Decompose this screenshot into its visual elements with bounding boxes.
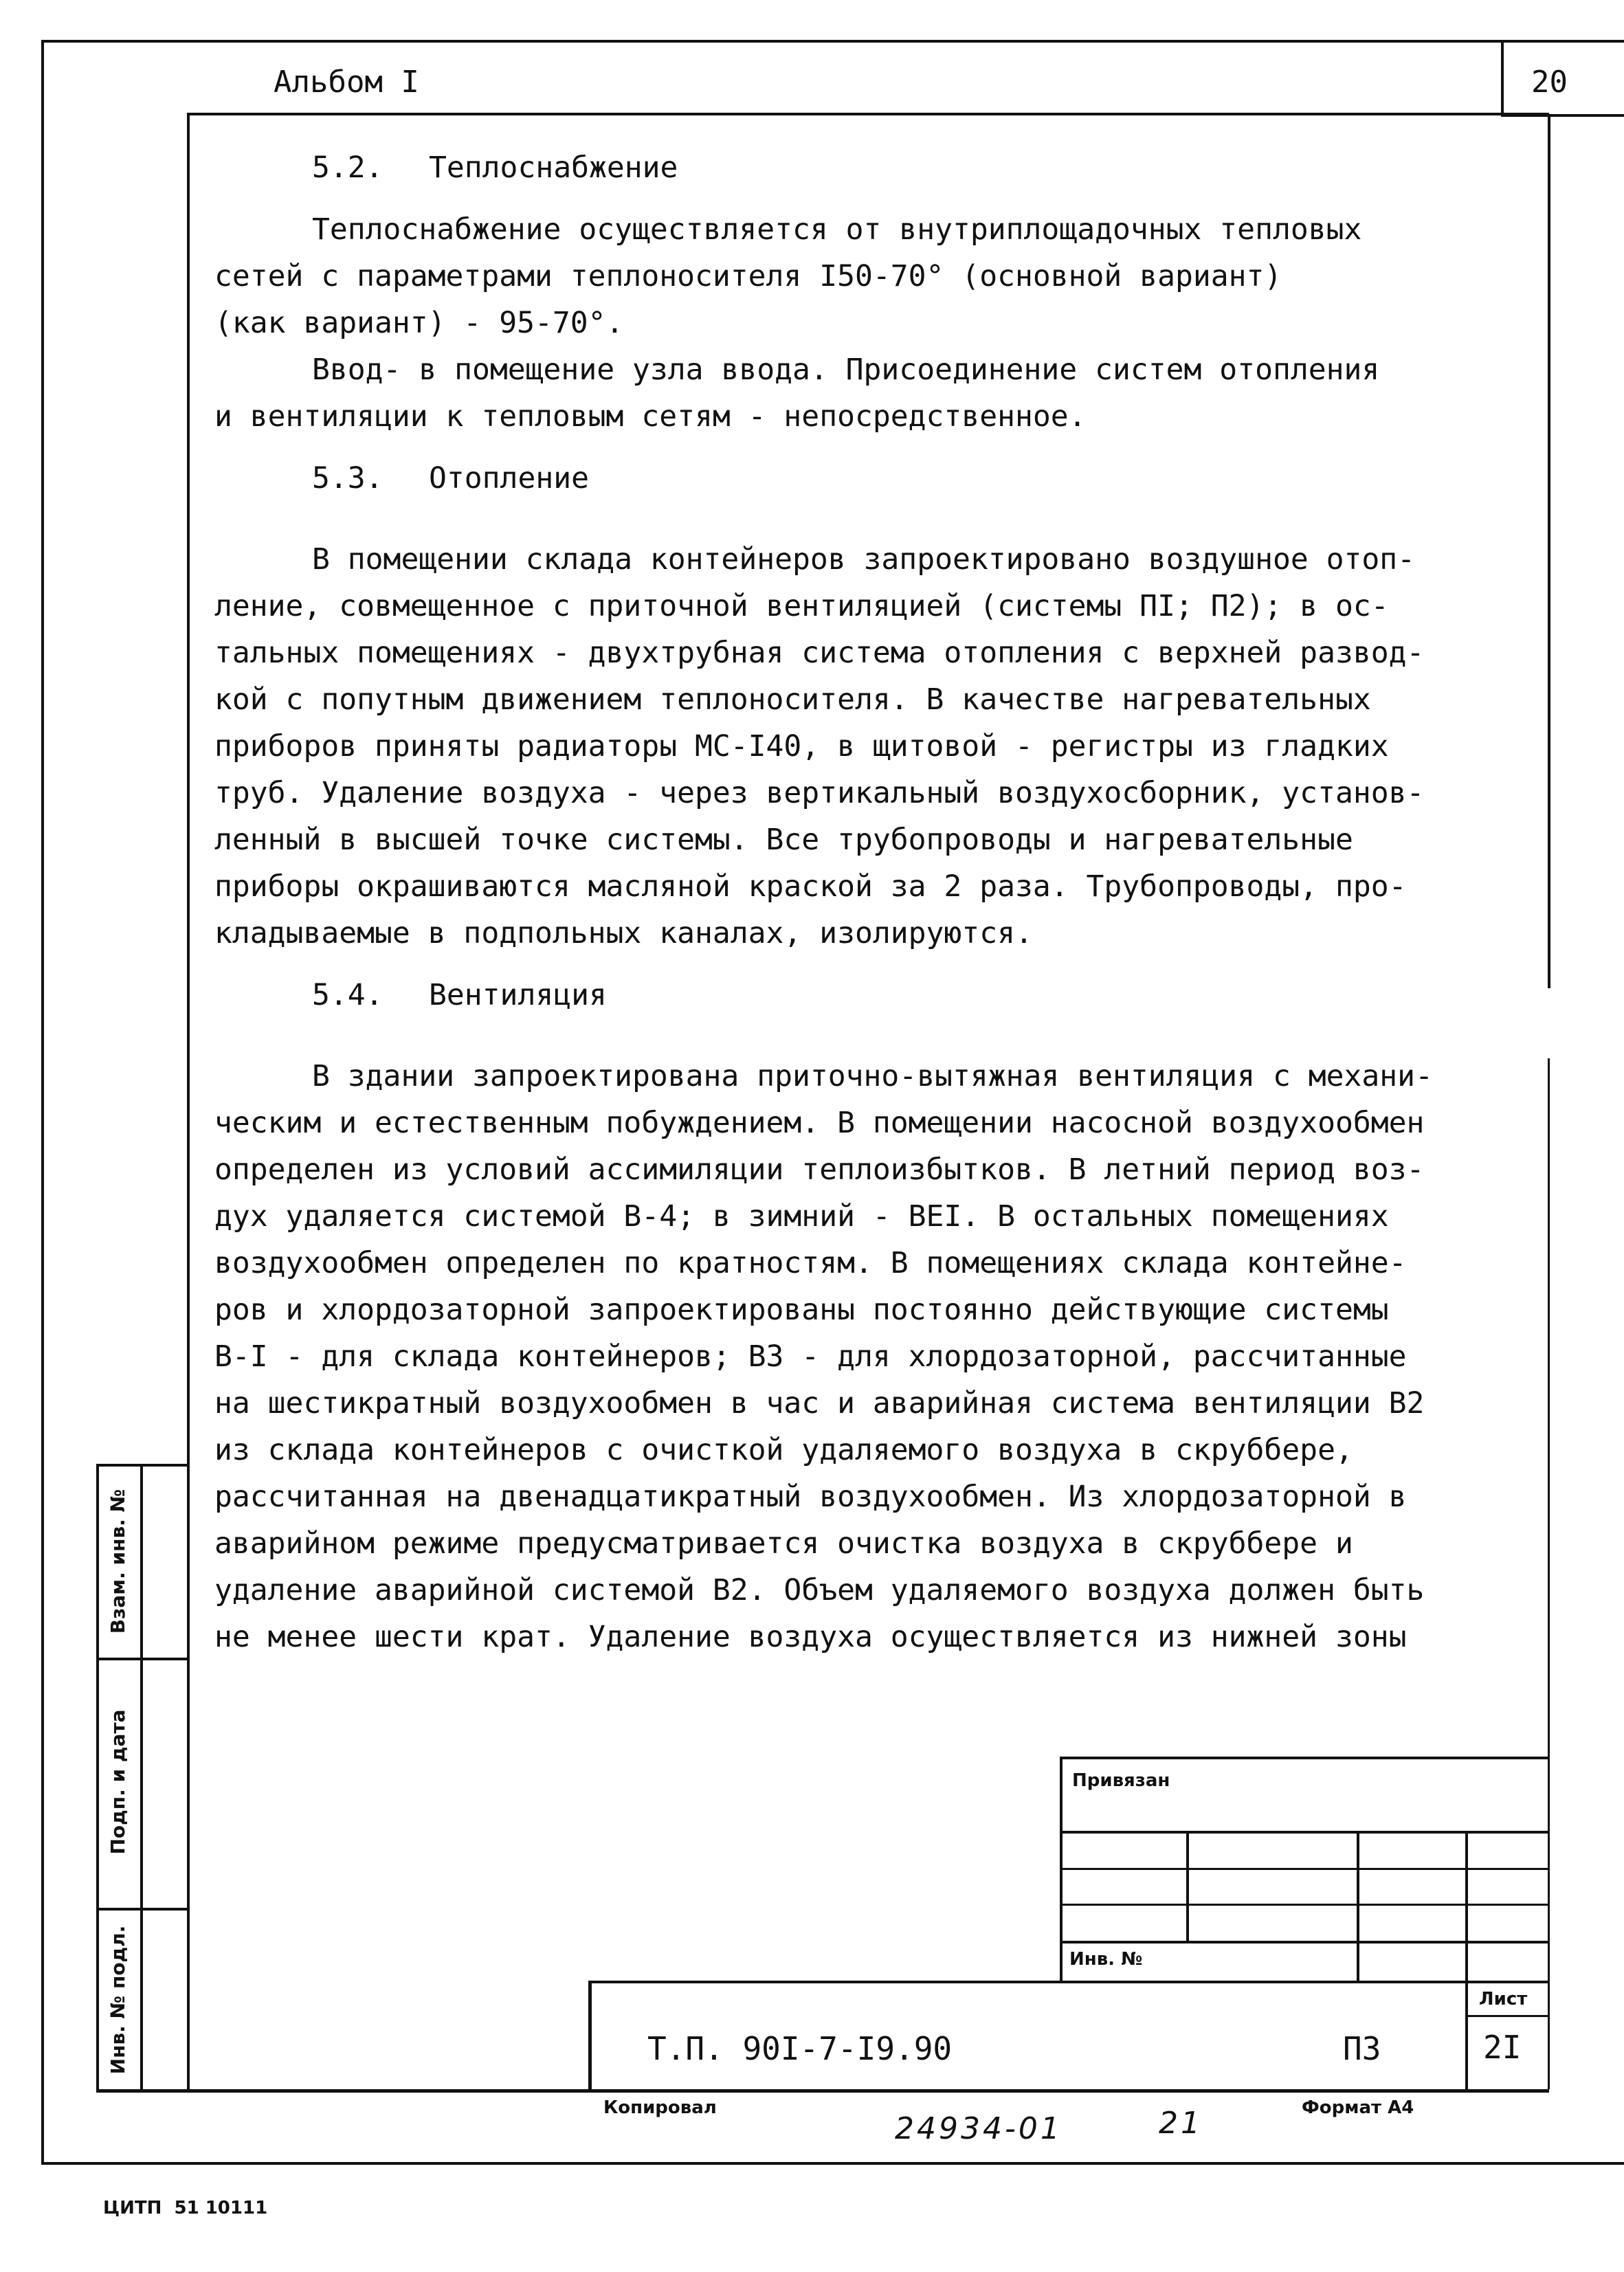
paragraph-line: В-I - для склада контейнеров; В3 - для хлордозаторной, рассчитанные bbox=[214, 1339, 1407, 1374]
tb-sheet-divider bbox=[1465, 1981, 1468, 2092]
album-label: Альбом I bbox=[274, 65, 419, 100]
tb-col-line bbox=[1186, 1831, 1189, 1941]
document-designation: Т.П. 90I-7-I9.90 bbox=[647, 2030, 953, 2067]
paragraph-line: (как вариант) - 95-70°. bbox=[214, 306, 624, 340]
paragraph-line: кой с попутным движением теплоносителя. В качестве нагревательных bbox=[214, 682, 1371, 717]
section-heading: 5.3. Отопление bbox=[312, 461, 589, 495]
paragraph-line: приборы окрашиваются масляной краской за 2 раза. Трубопроводы, про- bbox=[214, 869, 1407, 904]
tb-upper-left bbox=[1060, 1757, 1063, 1983]
paragraph-line: труб. Удаление воздуха - через вертикальный воздухосборник, установ- bbox=[214, 776, 1425, 810]
paragraph-line: ленный в высшей точке системы. Все трубопроводы и нагревательные bbox=[214, 823, 1353, 857]
paragraph-line: из склада контейнеров с очисткой удаляемого воздуха в скруббере, bbox=[214, 1433, 1353, 1467]
inner-frame-right-lower bbox=[1548, 1058, 1550, 2089]
tb-row-line bbox=[1060, 1868, 1549, 1870]
paragraph-line: В здании запроектирована приточно-вытяжная вентиляция с механи- bbox=[312, 1059, 1433, 1093]
paragraph-line: дух удаляется системой В-4; в зимний - ВЕI. В остальных помещениях bbox=[214, 1199, 1389, 1234]
outer-frame-left bbox=[41, 40, 44, 2163]
paragraph-line: Ввод- в помещение узла ввода. Присоединение систем отопления bbox=[312, 353, 1380, 387]
outer-frame-top bbox=[41, 40, 1624, 43]
paragraph-line: удаление аварийной системой В2. Объем удаляемого воздуха должен быть bbox=[214, 1573, 1425, 1607]
tb-upper-top bbox=[1060, 1757, 1549, 1759]
sheet-label: Лист bbox=[1479, 1989, 1528, 2009]
paragraph-line: тальных помещениях - двухтрубная система отопления с верхней развод- bbox=[214, 636, 1425, 670]
paragraph-line: аварийном режиме предусматривается очистка воздуха в скруббере и bbox=[214, 1526, 1353, 1561]
tb-row-line bbox=[1060, 1941, 1549, 1944]
stamp-top bbox=[96, 1464, 190, 1467]
paragraph-line: определен из условий ассимиляции теплоизбытков. В летний период воз- bbox=[214, 1152, 1425, 1187]
paragraph-line: не менее шести крат. Удаление воздуха осуществляется из нижней зоны bbox=[214, 1620, 1407, 1654]
tb-main-left bbox=[588, 1981, 592, 2092]
paragraph-line: кладываемые в подпольных каналах, изолируются. bbox=[214, 916, 1033, 950]
replaced-inv-label: Взам. инв. № bbox=[107, 1489, 129, 1634]
section-heading: 5.2. Теплоснабжение bbox=[312, 151, 678, 185]
stamp-row-line bbox=[96, 1658, 190, 1660]
inner-frame-right bbox=[1548, 115, 1550, 988]
paragraph-line: воздухообмен определен по кратностям. В помещениях склада контейне- bbox=[214, 1246, 1407, 1280]
header-divider bbox=[1501, 40, 1504, 115]
paragraph-line: ческим и естественным побуждением. В помещении насосной воздухообмен bbox=[214, 1106, 1425, 1140]
tb-sheet-label-line bbox=[1465, 2015, 1549, 2017]
tb-row-line bbox=[1060, 1904, 1549, 1906]
inv-label: Инв. № bbox=[1069, 1949, 1143, 1970]
inner-frame-left bbox=[187, 113, 190, 2092]
paragraph-line: В помещении склада контейнеров запроектировано воздушное отоп- bbox=[312, 542, 1416, 577]
page-number: 20 bbox=[1531, 65, 1568, 100]
inner-frame-top bbox=[188, 113, 1549, 115]
stamp-divider bbox=[140, 1464, 143, 2092]
paragraph-line: сетей с параметрами теплоносителя I50-70° (основной вариант) bbox=[214, 259, 1282, 293]
paragraph-line: рассчитанная на двенадцатикратный воздухообмен. Из хлордозаторной в bbox=[214, 1480, 1407, 1514]
outer-frame-bottom bbox=[41, 2162, 1624, 2165]
paragraph-line: Теплоснабжение осуществляется от внутриплощадочных тепловых bbox=[312, 212, 1362, 247]
print-code: ЦИТП 51 10111 bbox=[103, 2198, 268, 2218]
sheet-number: 2I bbox=[1483, 2029, 1522, 2066]
inner-frame-bottom bbox=[96, 2089, 1549, 2093]
format-label: Формат А4 bbox=[1302, 2097, 1414, 2118]
paragraph-line: приборов приняты радиаторы МС-I40, в щитовой - регистры из гладких bbox=[214, 729, 1389, 764]
tb-col-line bbox=[1357, 1831, 1359, 1982]
paragraph-line: и вентиляции к тепловым сетям - непосредственное. bbox=[214, 399, 1087, 434]
copied-label: Копировал bbox=[603, 2097, 717, 2118]
handwritten-number: 24934-01 bbox=[895, 2111, 1063, 2146]
tb-col-line bbox=[1465, 1831, 1468, 1982]
stamp-left-border bbox=[96, 1464, 99, 2092]
paragraph-line: ров и хлордозаторной запроектированы постоянно действующие системы bbox=[214, 1293, 1389, 1327]
orig-inv-label: Инв. № подл. bbox=[107, 1925, 129, 2075]
paragraph-line: ление, совмещенное с приточной вентиляцией (системы ПI; П2); в ос- bbox=[214, 589, 1389, 623]
handwritten-sheet: 21 bbox=[1159, 2106, 1203, 2141]
document-body bbox=[214, 144, 1531, 1660]
paragraph-line: на шестикратный воздухообмен в час и аварийная система вентиляции В2 bbox=[214, 1386, 1425, 1421]
document-code: ПЗ bbox=[1343, 2030, 1381, 2067]
tb-row-line bbox=[1060, 1831, 1549, 1834]
tb-main-top bbox=[588, 1981, 1549, 1983]
bound-label: Привязан bbox=[1072, 1770, 1170, 1791]
signature-date-label: Подп. и дата bbox=[107, 1709, 129, 1855]
section-heading: 5.4. Вентиляция bbox=[312, 978, 607, 1012]
